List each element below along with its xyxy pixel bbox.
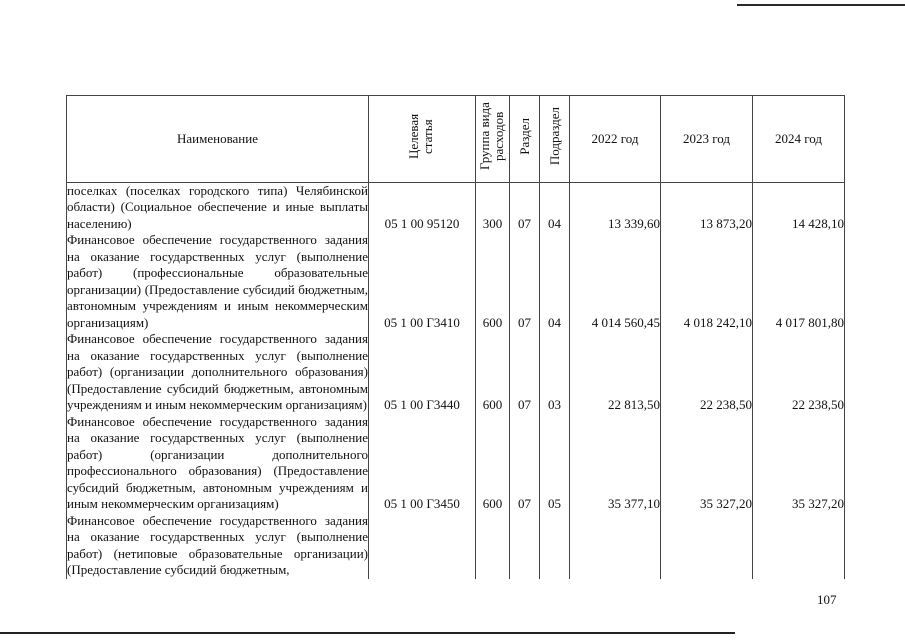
header-target-article: Целевая статья xyxy=(369,96,476,183)
row-2023: 4 018 242,10 xyxy=(661,232,753,331)
header-subsection: Подраздел xyxy=(540,96,570,183)
row-name: Финансовое обеспечение государственного задания на оказание государственных услуг (выполнение работ) (организации дополнительного профессионального образования) (Предоставление субсидий бюджетным, автономным учреждениям и иным некоммерческим организациям) xyxy=(67,413,368,511)
row-article: 05 1 00 Г3450 xyxy=(369,414,476,513)
bottom-rule xyxy=(0,632,735,634)
header-2022: 2022 год xyxy=(570,96,661,183)
table-row xyxy=(67,331,845,414)
row-2023: 13 873,20 xyxy=(661,182,753,232)
header-2023: 2023 год xyxy=(661,96,753,183)
row-2024: 22 238,50 xyxy=(753,331,845,414)
row-group: 600 xyxy=(476,414,510,513)
row-section: 07 xyxy=(510,182,540,232)
row-article: 05 1 00 Г3410 xyxy=(369,232,476,331)
header-row xyxy=(67,96,845,183)
row-name: Финансовое обеспечение государственного задания на оказание государственных услуг (выполнение работ) (нетиповые образовательные организации) (Предоставление субсидий бюджетным, xyxy=(67,512,368,577)
row-name: поселках (поселках городского типа) Челябинской области) (Социальное обеспечение и иные выплаты населению) xyxy=(67,182,368,231)
row-group: 600 xyxy=(476,331,510,414)
row-name: Финансовое обеспечение государственного задания на оказание государственных услуг (выполнение работ) (организации дополнительного образования) (Предоставление субсидий бюджетным, автономным учреждениям и иным некоммерческим организациям) xyxy=(67,331,368,412)
row-subsection: 03 xyxy=(540,331,570,414)
row-section: 07 xyxy=(510,414,540,513)
row-name: Финансовое обеспечение государственного задания на оказание государственных услуг (выполнение работ) (профессиональные образовательные организации) (Предоставление субсидий бюджетным, автономным учреждениям и иным некоммерческим организациям) xyxy=(67,232,368,330)
row-2024: 4 017 801,80 xyxy=(753,232,845,331)
row-2022: 4 014 560,45 xyxy=(570,232,661,331)
row-subsection: 05 xyxy=(540,414,570,513)
header-section: Раздел xyxy=(510,96,540,183)
table-row-continuation xyxy=(67,513,845,579)
row-2023: 35 327,20 xyxy=(661,414,753,513)
table-row xyxy=(67,182,845,232)
budget-table xyxy=(66,95,845,579)
row-subsection: 04 xyxy=(540,182,570,232)
row-group: 600 xyxy=(476,232,510,331)
row-2023: 22 238,50 xyxy=(661,331,753,414)
row-2024: 14 428,10 xyxy=(753,182,845,232)
row-2024: 35 327,20 xyxy=(753,414,845,513)
top-rule xyxy=(737,4,905,6)
row-section: 07 xyxy=(510,331,540,414)
row-subsection: 04 xyxy=(540,232,570,331)
row-article: 05 1 00 Г3440 xyxy=(369,331,476,414)
row-2022: 13 339,60 xyxy=(570,182,661,232)
page-number: 107 xyxy=(817,592,837,607)
header-2024: 2024 год xyxy=(753,96,845,183)
table-row xyxy=(67,414,845,513)
table-row xyxy=(67,232,845,331)
row-2022: 35 377,10 xyxy=(570,414,661,513)
row-article: 05 1 00 95120 xyxy=(369,182,476,232)
header-expense-group: Группа вида расходов xyxy=(476,96,510,183)
row-group: 300 xyxy=(476,182,510,232)
row-2022: 22 813,50 xyxy=(570,331,661,414)
row-section: 07 xyxy=(510,232,540,331)
header-name: Наименование xyxy=(67,96,369,183)
